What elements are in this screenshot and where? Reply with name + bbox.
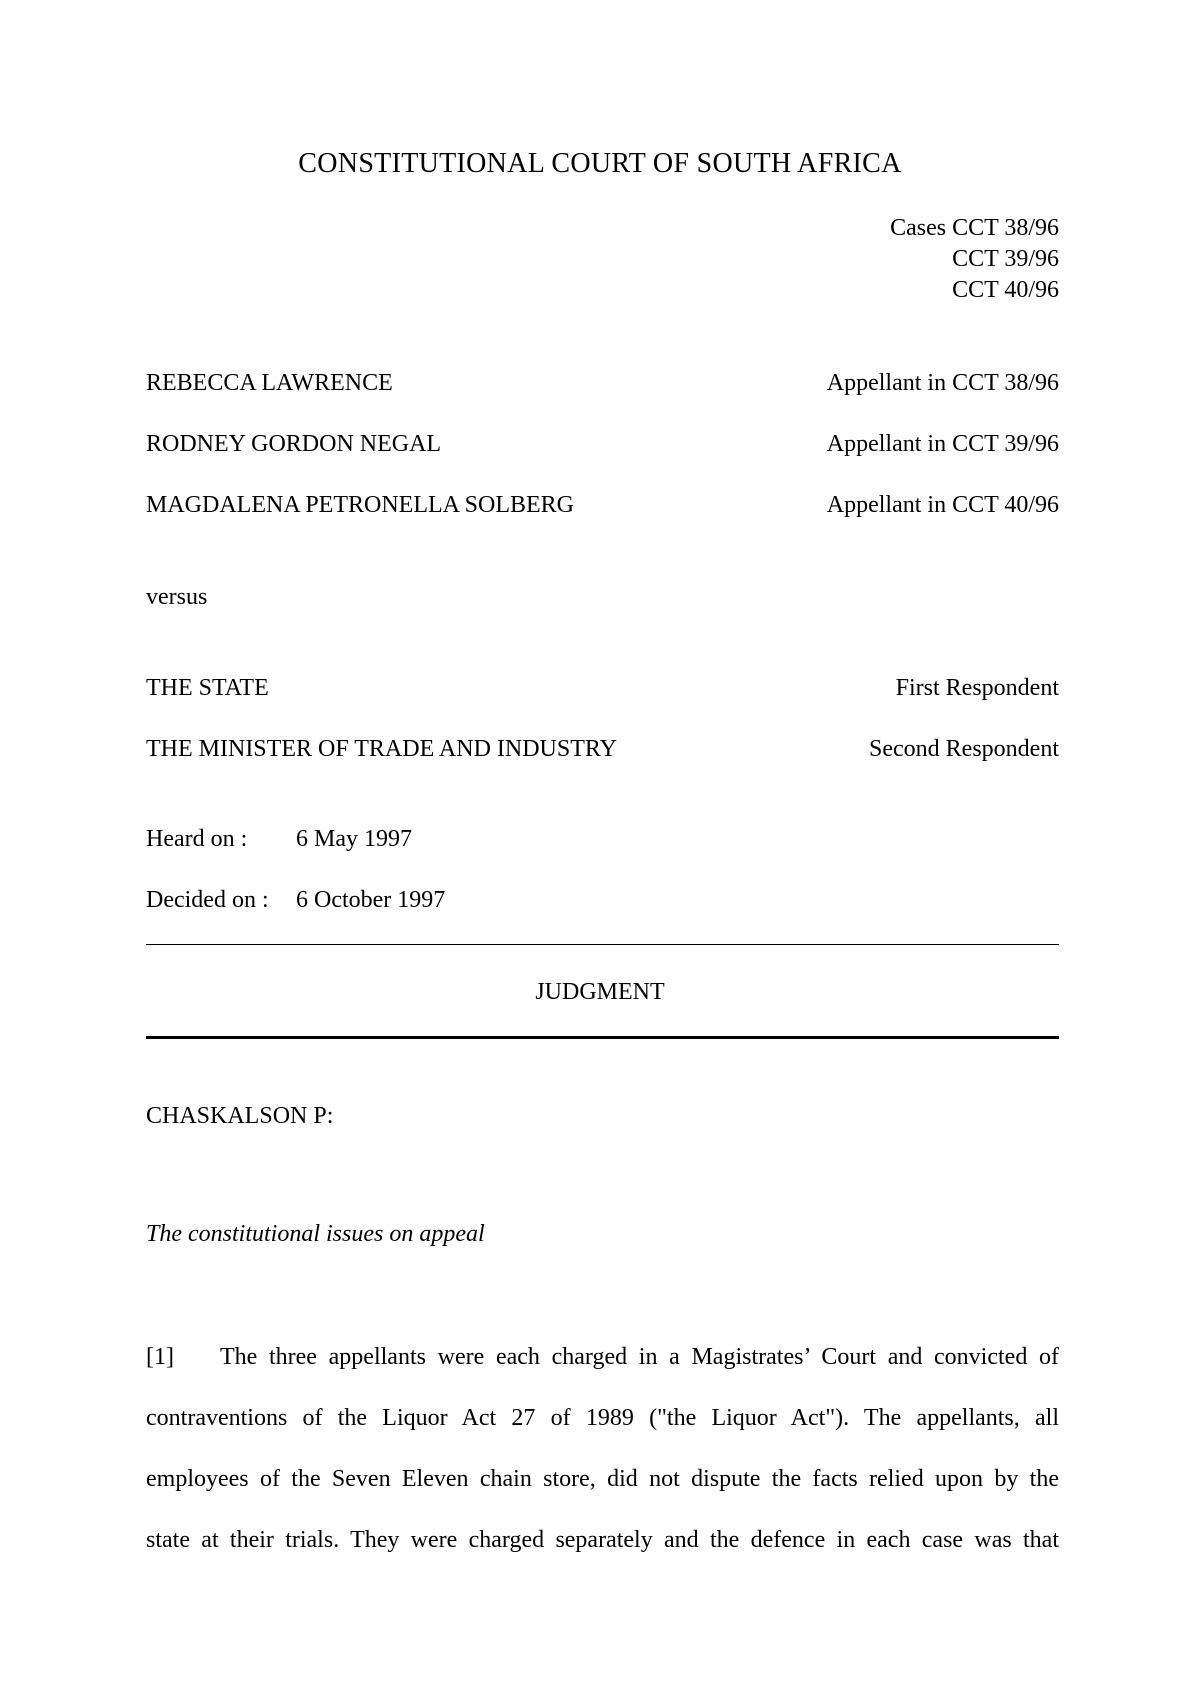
party-name: THE MINISTER OF TRADE AND INDUSTRY: [146, 736, 617, 762]
respondent-row: [146, 675, 1059, 702]
heard-on-row: [146, 826, 412, 853]
party-name: MAGDALENA PETRONELLA SOLBERG: [146, 492, 575, 518]
case-number: Cases CCT 38/96: [890, 215, 1059, 241]
party-role: Appellant in CCT 38/96: [826, 370, 1059, 396]
judgment-heading: JUDGMENT: [535, 979, 665, 1005]
paragraph-line: employees of the Seven Eleven chain store, did not dispute the facts relied upon by the: [146, 1466, 1059, 1492]
versus-label: versus: [146, 584, 208, 610]
party-role: Second Respondent: [869, 736, 1059, 762]
paragraph-text: The three appellants were each charged in a Magistrates’ Court and convicted of: [220, 1344, 1059, 1370]
case-numbers: [890, 213, 1059, 306]
divider-top: [146, 944, 1059, 945]
party-role: Appellant in CCT 39/96: [826, 431, 1059, 457]
party-name: REBECCA LAWRENCE: [146, 370, 393, 396]
appellant-row: [146, 492, 1059, 519]
case-number: CCT 39/96: [952, 246, 1059, 272]
paragraph-line: [146, 1342, 1059, 1372]
decided-on-label: Decided on :: [146, 887, 269, 913]
case-number: CCT 40/96: [952, 277, 1059, 303]
party-name: THE STATE: [146, 675, 269, 701]
paragraph-number: [1]: [146, 1344, 174, 1370]
divider-bottom: [146, 1036, 1059, 1039]
decided-on-date: 6 October 1997: [296, 887, 446, 913]
section-heading: The constitutional issues on appeal: [146, 1221, 485, 1247]
judge-name: CHASKALSON P:: [146, 1103, 334, 1129]
court-title: CONSTITUTIONAL COURT OF SOUTH AFRICA: [298, 148, 902, 179]
party-role: First Respondent: [895, 675, 1059, 701]
heard-on-date: 6 May 1997: [296, 826, 412, 852]
respondent-row: [146, 736, 1059, 763]
paragraph-line: contraventions of the Liquor Act 27 of 1989 ("the Liquor Act"). The appellants, all: [146, 1405, 1059, 1431]
party-name: RODNEY GORDON NEGAL: [146, 431, 442, 457]
decided-on-row: [146, 887, 445, 914]
paragraph-line: state at their trials. They were charged separately and the defence in each case was that: [146, 1527, 1059, 1553]
appellant-row: [146, 370, 1059, 397]
appellant-row: [146, 431, 1059, 458]
party-role: Appellant in CCT 40/96: [826, 492, 1059, 518]
heard-on-label: Heard on :: [146, 826, 248, 852]
